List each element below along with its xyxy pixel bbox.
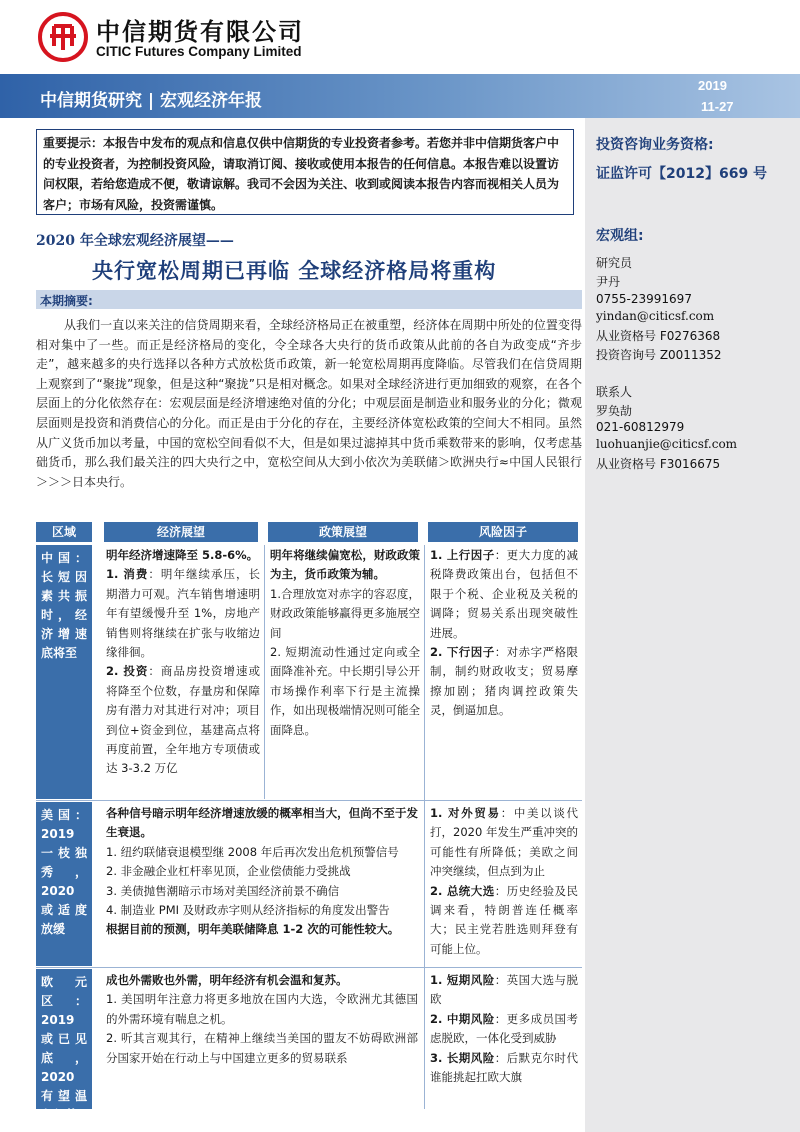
citic-logo-icon [38,12,88,62]
us-item-3: 3. 美债抛售潮暗示市场对美国经济前景不确信 [106,883,340,898]
china-risk-1-label: 1. 上行因子 [430,548,495,562]
contact-email[interactable]: luohuanjie@citicsf.com [596,437,738,451]
china-econ-1-label: 1. 消费 [106,567,149,582]
researcher-phone: 0755-23991697 [596,292,692,306]
contact-phone: 021-60812979 [596,420,685,434]
china-policy-1: 1.合理放宽对赤字的容忍度，财政政策能够赢得更多施展空间 [270,586,420,640]
eu-risk-3-text: ：后默克尔时代谁能挑起扛欧大旗 [430,1050,578,1085]
report-title: 央行宽松周期已再临 全球经济格局将重构 [92,259,497,283]
us-risk-2-label: 2. 总统大选 [430,883,495,898]
eu-risk-2-text: ：更多成员国考虑脱欧，一体化受到威胁 [430,1011,578,1046]
us-risk-2-text: ：历史经验及民调来看，特朗普连任概率大；民主党若胜选则拜登有可能上位。 [430,883,578,956]
banner-title: 中信期货研究 | 宏观经济年报 [40,91,263,111]
china-policy-2: 2. 短期流动性通过定向或全面降准补充。中长期引导公开市场操作利率下行是主流操作，如出现极端情况则可能全面降息。 [270,645,420,737]
china-policy-lead: 明年将继续偏宽松，财政政策为主，货币政策为辅。 [270,548,420,582]
table-header-region: 区域 [36,522,92,542]
summary-paragraph: 从我们一直以来关注的信贷周期来看，全球经济格局正在被重塑，经济体在周期中所处的位置变得相对集中了一些。而正是经济格局的变化，令全球各大央行的货币政策从此前的各自为政变成“齐步走”，越来越多的央行选择以各种方式放松货币政策，新一轮宽松周期再度降临。尽管我们在信贷周期上观察到了“聚拢”现象，但是这种“聚拢”只是相对概念。如果对全球经济进行更加细致的观察，在各个层面上的分化依然存在：宏观层面是经济增速绝对值的分化；中观层面是制造业和服务业的分化；微观层面则是投资和消费信心的分化。而正是由于分化的存在，主要经济体宽松政策的空间大不相同。虽然从广义货币加以考量，中国的宽松空间看似不大，但是如果过滤掉其中货币乘数带来的影响，仅考虑基础货币，那么我们最关注的四大央行之中，宽松空间从大到小依次为美联储＞欧洲央行≈中国人民银行＞＞＞日本央行。 [36,318,582,489]
us-risk-cell [430,804,578,959]
china-risk-2-text: ：对赤字严格限制，制约财政收支；贸易摩擦加剧；猪肉调控政策失灵，倒逼加息。 [430,645,578,718]
disclaimer-notice: 重要提示：本报告中发布的观点和信息仅供中信期货的专业投资者参考。若您并非中信期货客户中的专业投资者，为控制投资风险，请取消订阅、接收或使用本报告的任何信息。本报告难以设置访问权限，若给您造成不便，敬请谅解。我司不会因为关注、收到或阅读本报告内容而视相关人员为客户；市场有风险，投资需谨慎。 [36,129,574,215]
license-number: 证监许可【2012】669 号 [596,166,768,182]
researcher-cert: 从业资格号 F0276368 [596,329,721,343]
region-eurozone: 欧元区：2019 或已见底，2020 有望温和复苏 [36,969,92,1109]
contact-name: 罗奂劼 [596,404,633,418]
contact-label: 联系人 [596,385,633,399]
column-divider [264,545,265,799]
us-item-1: 1. 纽约联储衰退模型继 2008 年后再次发出危机预警信号 [106,844,399,859]
eu-risk-1-label: 1. 短期风险 [430,973,495,987]
china-risk-1-text: ：更大力度的减税降费政策出台，包括但不限于个税、企业税及关税的调降；贸易关系出现突破性进展。 [430,548,578,640]
eu-item-2: 2. 听其言观其行，在精神上继续当美国的盟友不妨碍欧洲部分国家开始在行动上与中国建立更多的贸易联系 [106,1031,418,1065]
region-china: 中国：长短因素共振时，经济增速底将至 [36,545,92,799]
us-item-2: 2. 非金融企业杠杆率见顶，企业偿债能力受挑战 [106,864,351,879]
eu-risk-cell [430,971,578,1087]
eu-risk-2-label: 2. 中期风险 [430,1011,495,1026]
summary-label: 本期摘要: [40,294,93,308]
researcher-name: 尹丹 [596,275,621,289]
report-date: 11-27 [701,99,734,114]
researcher-label: 研究员 [596,256,633,270]
china-econ-1-text: ：明年继续承压，长期潜力可观。汽车销售增速明年有望缓慢升至 1%，房地产销售则将继续在扩张与收缩边缘徘徊。 [106,567,261,660]
report-subtitle: 2020 年全球宏观经济展望—— [36,233,234,249]
us-lead: 各种信号暗示明年经济增速放缓的概率相当大，但尚不至于发生衰退。 [106,806,418,840]
group-title: 宏观组: [596,228,644,244]
contact-cert: 从业资格号 F3016675 [596,457,721,471]
company-name-cn: 中信期货有限公司 [96,18,304,46]
china-economy-cell [106,546,260,779]
china-econ-2-label: 2. 投资 [106,664,149,679]
company-name-en: CITIC Futures Company Limited [96,44,302,59]
table-header-policy: 政策展望 [268,522,418,542]
us-risk-1-text: ：中美以谈代打，2020 年发生严重冲突的可能性有所降低；美欧之间冲突继续，但点到为止 [430,806,578,879]
us-conclusion: 根据目前的预测，明年美联储降息 1-2 次的可能性较大。 [106,922,400,937]
eu-risk-3-label: 3. 长期风险 [430,1050,495,1065]
table-header-risk: 风险因子 [428,522,578,542]
row-divider [36,800,582,801]
china-risk-cell [430,546,578,721]
us-economy-cell [106,804,418,940]
china-risk-2-label: 2. 下行因子 [430,645,495,660]
table-header-economy: 经济展望 [104,522,258,542]
china-economy-lead: 明年经济增速降至 5.8-6%。 [106,548,259,562]
region-us: 美国：2019 一枝独秀，2020 或适度放缓 [36,802,92,966]
eu-lead: 成也外需败也外需，明年经济有机会温和复苏。 [106,973,348,987]
us-item-4: 4. 制造业 PMI 及财政赤字则从经济指标的角度发出警告 [106,903,390,918]
column-divider [424,545,425,1109]
row-divider [36,967,582,968]
eu-economy-cell [106,971,418,1068]
qualification-title: 投资咨询业务资格: [596,137,714,153]
eu-risk-1-text: ：英国大选与脱欧 [430,973,578,1007]
summary-bar [36,290,582,309]
china-econ-2-text: ：商品房投资增速或将降至个位数，存量房和保障房有潜力对其进行对冲；项目到位+资金到位，基建高点将再度前置，全年地方专项债或达 3-3.2 万亿 [106,664,261,776]
china-policy-cell [270,546,420,740]
eu-item-1: 1. 美国明年注意力将更多地放在国内大选，令欧洲尤其德国的外需环境有喘息之机。 [106,992,418,1026]
researcher-consult: 投资咨询号 Z0011352 [596,348,722,362]
researcher-email[interactable]: yindan@citicsf.com [596,309,715,323]
us-risk-1-label: 1. 对外贸易 [430,806,501,820]
report-year: 2019 [698,78,727,93]
